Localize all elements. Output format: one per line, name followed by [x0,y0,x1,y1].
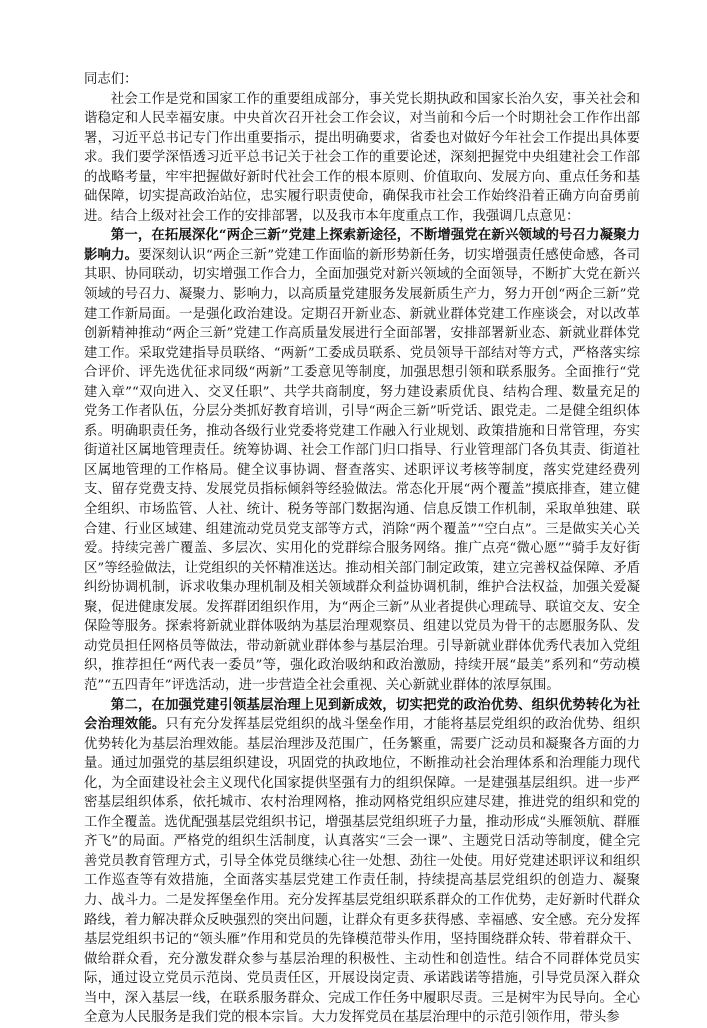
section-two-heading: 第二，在加强党建引领基层治理上见到新成效，切实把党的政治优势、组织优势转化为社会治理效能。 [84,696,640,733]
intro-text: 社会工作是党和国家工作的重要组成部分，事关党长期执政和国家长治久安，事关社会和谐稳定和人民幸福安康。中央首次召开社会工作会议，对当前和今后一个时期社会工作作出部署，习近平总书记专门作出重要指示，提出明确要求，省委也对做好今年社会工作提出具体要求。我们要学深悟透习近平总书记关于社会工作的重要论述，深刻把握党中央组建社会工作部的战略考量，牢牢把握做好新时代社会工作的根本原则、价值取向、发展方向、重点任务和基础保障，切实提高政治站位，忠实履行职责使命，确保我市社会工作始终沿着正确方向奋勇前进。结合上级对社会工作的安排部署，以及我市本年度重点工作，我强调几点意见： [84,91,640,224]
greeting: 同志们： [84,72,138,87]
section-two-text: 只有充分发挥基层党组织的战斗堡垒作用，才能将基层党组织的政治优势、组织优势转化为基层治理效能。基层治理涉及范围广，任务繁重，需要广泛动员和凝聚各方面的力量。通过加强党的基层组织建设，巩固党的执政地位，不断推动社会治理体系和治理能力现代化，为全面建设社会主义现代化国家提供坚强有力的组织保障。一是建强基层组织。进一步严密基层组织体系，依托城市、农村治理网格，推动网格党组织应建尽建，推进党的组织和党的工作全覆盖。选优配强基层党组织书记，增强基层党组织班子力量，推动形成“头雁领航、群雁齐飞”的局面。严格党的组织生活制度，认真落实“三会一课”、主题党日活动等制度，健全完善党员教育管理方式，引导全体党员继续心往一处想、劲往一处使。用好党建述职评议和组织工作巡查等有效措施，全面落实基层党建工作责任制，持续提高基层党组织的创造力、凝聚力、战斗力。二是发挥堡垒作用。充分发挥基层党组织联系群众的工作优势，走好新时代群众路线，着力解决群众反映强烈的突出问题，让群众有更多获得感、幸福感、安全感。充分发挥基层党组织书记的“领头雁”作用和党员的先锋模范带头作用，坚持围绕群众转、带着群众干、做给群众看，充分激发群众参与基层治理的积极性、主动性和创造性。结合不同群体党员实际，通过设立党员示范岗、党员责任区，开展设岗定责、承诺践诺等措施，引导党员深入群众当中，深入基层一线，在联系服务群众、完成工作任务中履职尽责。三是树牢为民导向。全心全意为人民服务是我们党的根本宗旨。大力发挥党员在基层治理中的示范引领作用，带头参 [84,717,641,1026]
intro-paragraph [84,90,640,227]
section-one-text: 要深刻认识“两企三新”党建工作面临的新形势新任务，切实增强责任感使命感，各司其职、协同联动，切实增强工作合力，全面加强党对新兴领域的全面领导，不断扩大党在新兴领域的号召力、凝聚力、影响力，以高质量党建服务发展新质生产力，努力开创“两企三新”党建工作新局面。一是强化政治建设。定期召开新业态、新就业群体党建工作座谈会，对以改革创新精神推动“两企三新”党建工作高质量发展进行全面部署，安排部署新业态、新就业群体党建工作。采取党建指导员联络、“两新”工委成员联系、党员领导干部结对等方式，严格落实综合评价、评先选优征求同级“两新”工委意见等制度，加强思想引领和联系服务。全面推行“党建入章”“双向进入、交叉任职”、共学共商制度，努力建设素质优良、结构合理、数量充足的党务工作者队伍，分层分类抓好教育培训，引导“两企三新”听党话、跟党走。二是健全组织体系。明确职责任务，推动各级行业党委将党建工作融入行业规划、政策措施和日常管理，夯实街道社区属地管理责任。统筹协调、社会工作部门归口指导、行业管理部门各负其责、街道社区属地管理的工作格局。健全议事协调、督查落实、述职评议考核等制度，落实党建经费列支、留存党费支持、发展党员指标倾斜等经验做法。常态化开展“两个覆盖”摸底排查，建立健全组织、市场监管、人社、统计、税务等部门数据沟通、信息反馈工作机制，采取单独建、联合建、行业区域建、组建流动党员党支部等方式，消除“两个覆盖”“空白点”。三是做实关心关爱。持续完善广覆盖、多层次、实用化的党群综合服务网络。推广点亮“微心愿”“骑手友好街区”等经验做法，让党组织的关怀精准送达。推动相关部门制定政策，建立完善权益保障、矛盾纠纷协调机制，诉求收集办理机制及相关领域群众利益协调机制，维护合法权益，加强关爱凝聚，促进健康发展。发挥群团组织作用，为“两企三新”从业者提供心理疏导、联谊交友、安全保险等服务。探索将新就业群体吸纳为基层治理观察员、组建以党员为骨干的志愿服务队、发动党员担任网格员等做法，带动新就业群体参与基层治理。引导新就业群体优秀代表加入党组织，推荐担任“两代表一委员”等，强化政治吸纳和政治激励，持续开展“最美”系列和“劳动模范”“五四青年”评选活动，进一步营造全社会重视、关心新就业群体的浓厚氛围。 [84,247,640,693]
section-one-heading: 第一，在拓展深化“两企三新”党建上探索新途径，不断增强党在新兴领域的号召力凝聚力影响力。 [84,227,640,263]
document-body [84,70,640,1028]
section-one-paragraph [84,226,640,695]
section-two-paragraph [84,696,640,1028]
